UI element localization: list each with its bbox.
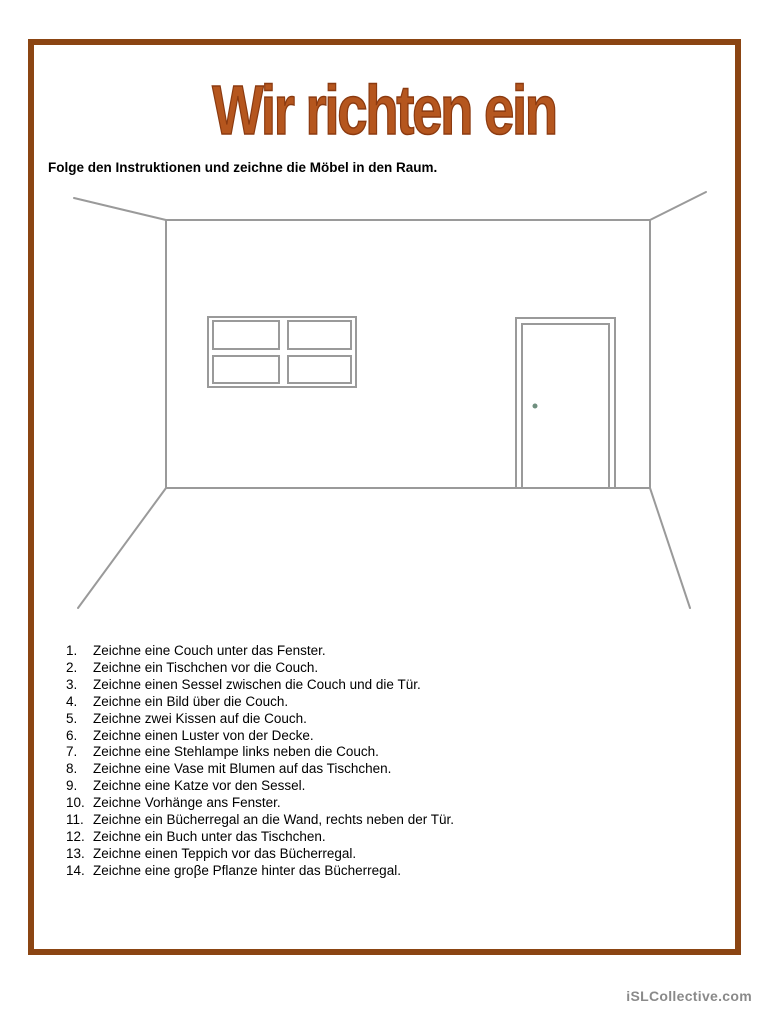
list-item: 1. Zeichne eine Couch unter das Fenster. [66,643,326,658]
list-item: 13. Zeichne einen Teppich vor das Bücherregal. [66,845,357,861]
worksheet-title: Wir richten ein [212,71,556,149]
ceiling-line-left [74,198,166,220]
instruction-list [66,643,454,880]
list-item: 2. Zeichne ein Tischchen vor die Couch. [66,659,319,675]
list-item: 3. Zeichne einen Sessel zwischen die Couch und die Tür. [66,676,421,692]
back-wall [166,220,650,488]
watermark: iSLCollective.com [626,988,752,1004]
ceiling-line-right [650,192,706,220]
list-item: 11. Zeichne ein Bücherregal an die Wand, rechts neben der Tür. [66,812,454,828]
list-item: 14. Zeichne eine groβe Pflanze hinter das Bücherregal. [66,862,401,878]
list-item: 8. Zeichne eine Vase mit Blumen auf das Tischchen. [66,761,392,777]
list-item: 10. Zeichne Vorhänge ans Fenster. [66,795,281,811]
list-item: 7. Zeichne eine Stehlampe links neben die Couch. [66,744,379,760]
window [208,317,356,387]
list-item: 4. Zeichne ein Bild über die Couch. [66,693,289,709]
list-item: 5. Zeichne zwei Kissen auf die Couch. [66,710,307,726]
floor-line-right [650,488,690,608]
door [516,318,615,488]
list-item: 9. Zeichne eine Katze vor den Sessel. [66,778,306,794]
list-item: 6. Zeichne einen Luster von der Decke. [66,727,314,743]
door-knob [533,404,538,409]
worksheet-subtitle: Folge den Instruktionen und zeichne die Möbel in den Raum. [48,160,438,175]
list-item: 12. Zeichne ein Buch unter das Tischchen. [66,828,326,844]
floor-line-left [78,488,166,608]
room-drawing [70,188,710,613]
